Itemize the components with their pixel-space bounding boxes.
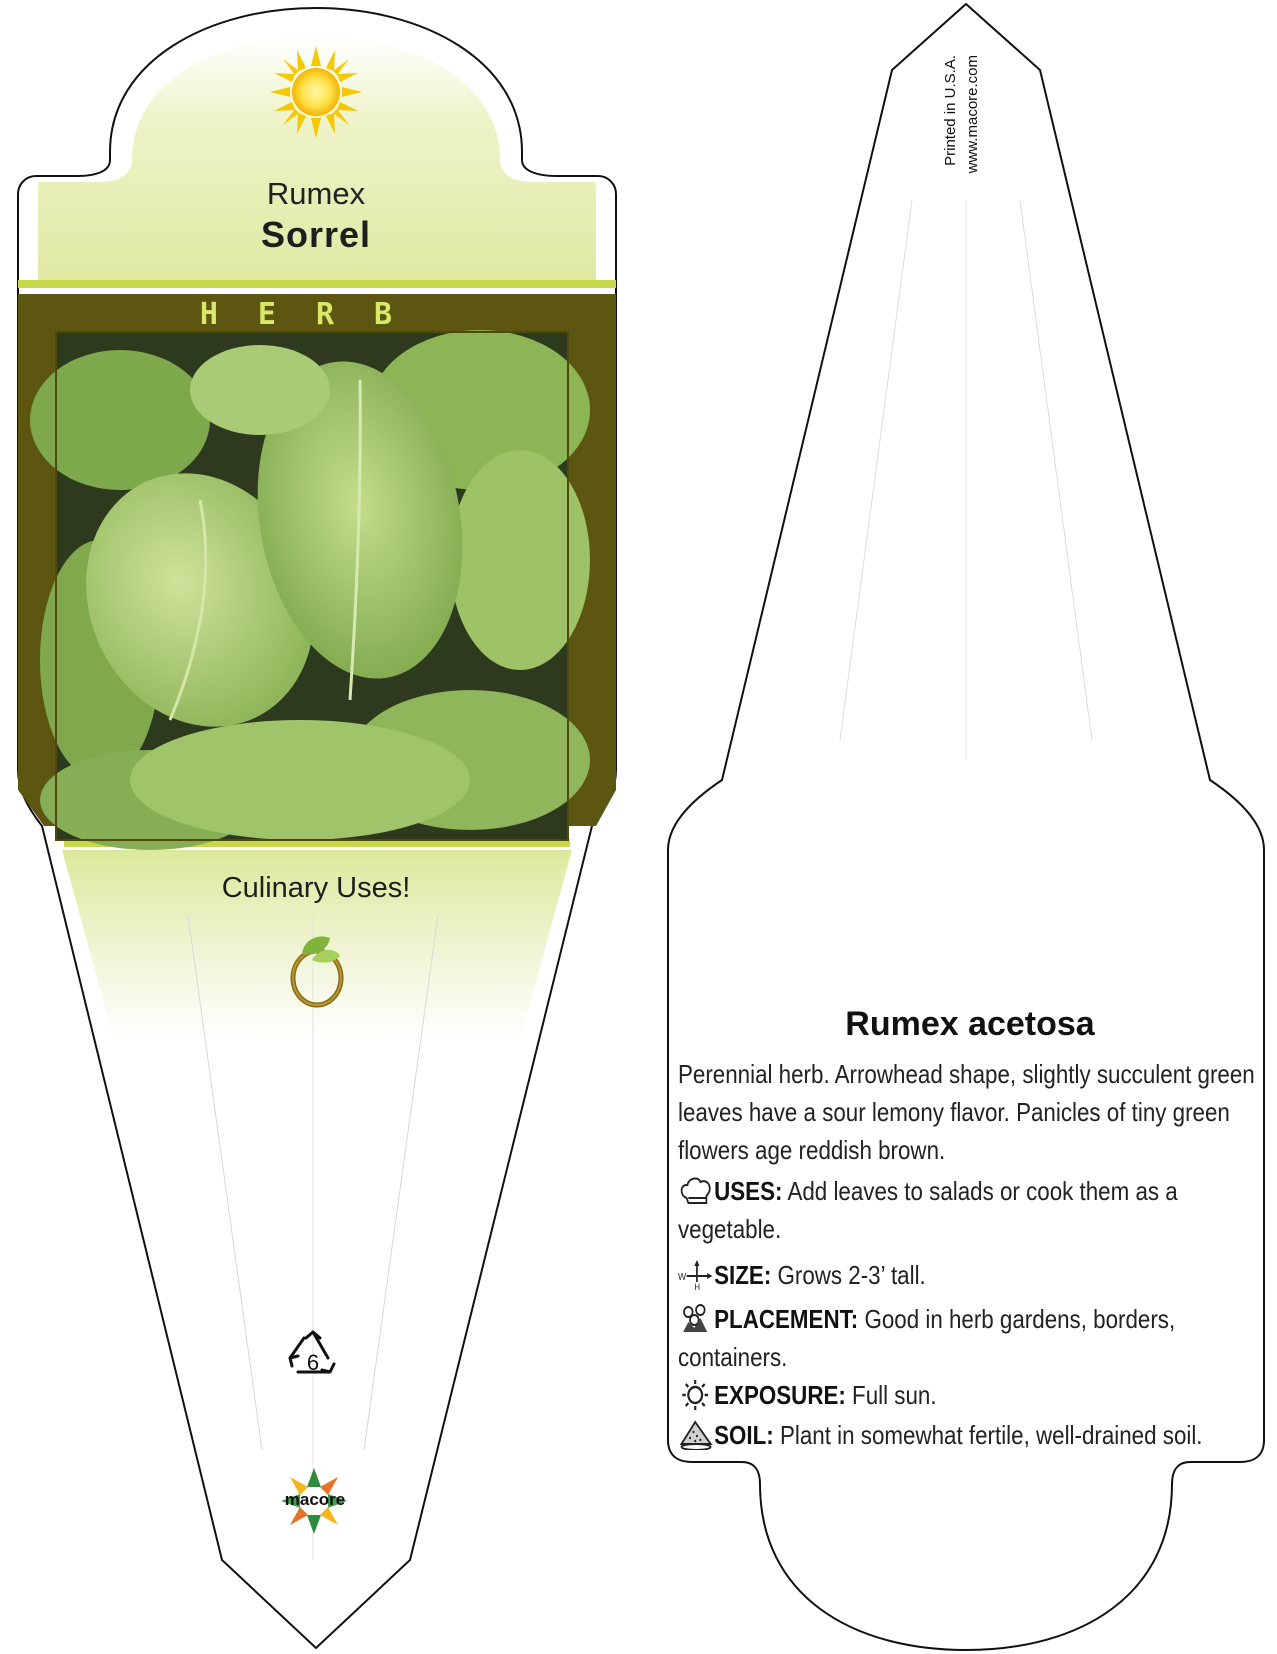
print-info [940, 55, 1040, 255]
tagline: Culinary Uses! [221, 872, 411, 904]
exposure-text: Full sun. [852, 1380, 937, 1410]
sun-icon [268, 44, 364, 140]
culinary-leaf-icon [284, 932, 350, 1008]
soil-row [678, 1416, 1268, 1454]
uses-text: Add leaves to salads or cook them as a vegetable. [678, 1176, 1178, 1244]
soil-text: Plant in somewhat fertile, well-drained soil. [779, 1420, 1203, 1450]
latin-genus: Rumex [266, 176, 366, 211]
uses-label: USES: [714, 1176, 783, 1206]
placement-row [678, 1300, 1268, 1376]
recycle-code: 6 [306, 1350, 320, 1375]
sun-outline-icon [678, 1380, 714, 1410]
front-top-band [18, 280, 616, 288]
website: www.macore.com [964, 55, 981, 174]
size-icon [678, 1260, 714, 1290]
category-label: HERB [199, 297, 433, 332]
printed-in: Printed in U.S.A. [942, 55, 959, 166]
exposure-row [678, 1376, 1268, 1414]
sorrel-photo [30, 330, 590, 850]
chef-hat-icon [678, 1176, 714, 1206]
exposure-label: EXPOSURE: [714, 1380, 846, 1410]
scientific-name: Rumex acetosa [845, 1005, 1095, 1043]
common-name: Sorrel [260, 214, 372, 255]
brand-name: macore [284, 1490, 346, 1509]
svg-text:H: H [694, 1281, 700, 1290]
svg-text:W: W [678, 1271, 687, 1283]
soil-icon [678, 1420, 714, 1450]
description: Perennial herb. Arrowhead shape, slightly succulent green leaves have a sour lemony flavor. Panicles of tiny green flowers age reddish brown. [678, 1059, 1255, 1165]
placement-icon [678, 1304, 714, 1334]
size-label: SIZE: [714, 1260, 772, 1290]
size-row [678, 1256, 1268, 1294]
placement-text: Good in herb gardens, borders, containers. [678, 1304, 1176, 1372]
uses-row [678, 1172, 1268, 1248]
placement-label: PLACEMENT: [714, 1304, 859, 1334]
size-text: Grows 2-3’ tall. [777, 1260, 926, 1290]
soil-label: SOIL: [714, 1420, 774, 1450]
